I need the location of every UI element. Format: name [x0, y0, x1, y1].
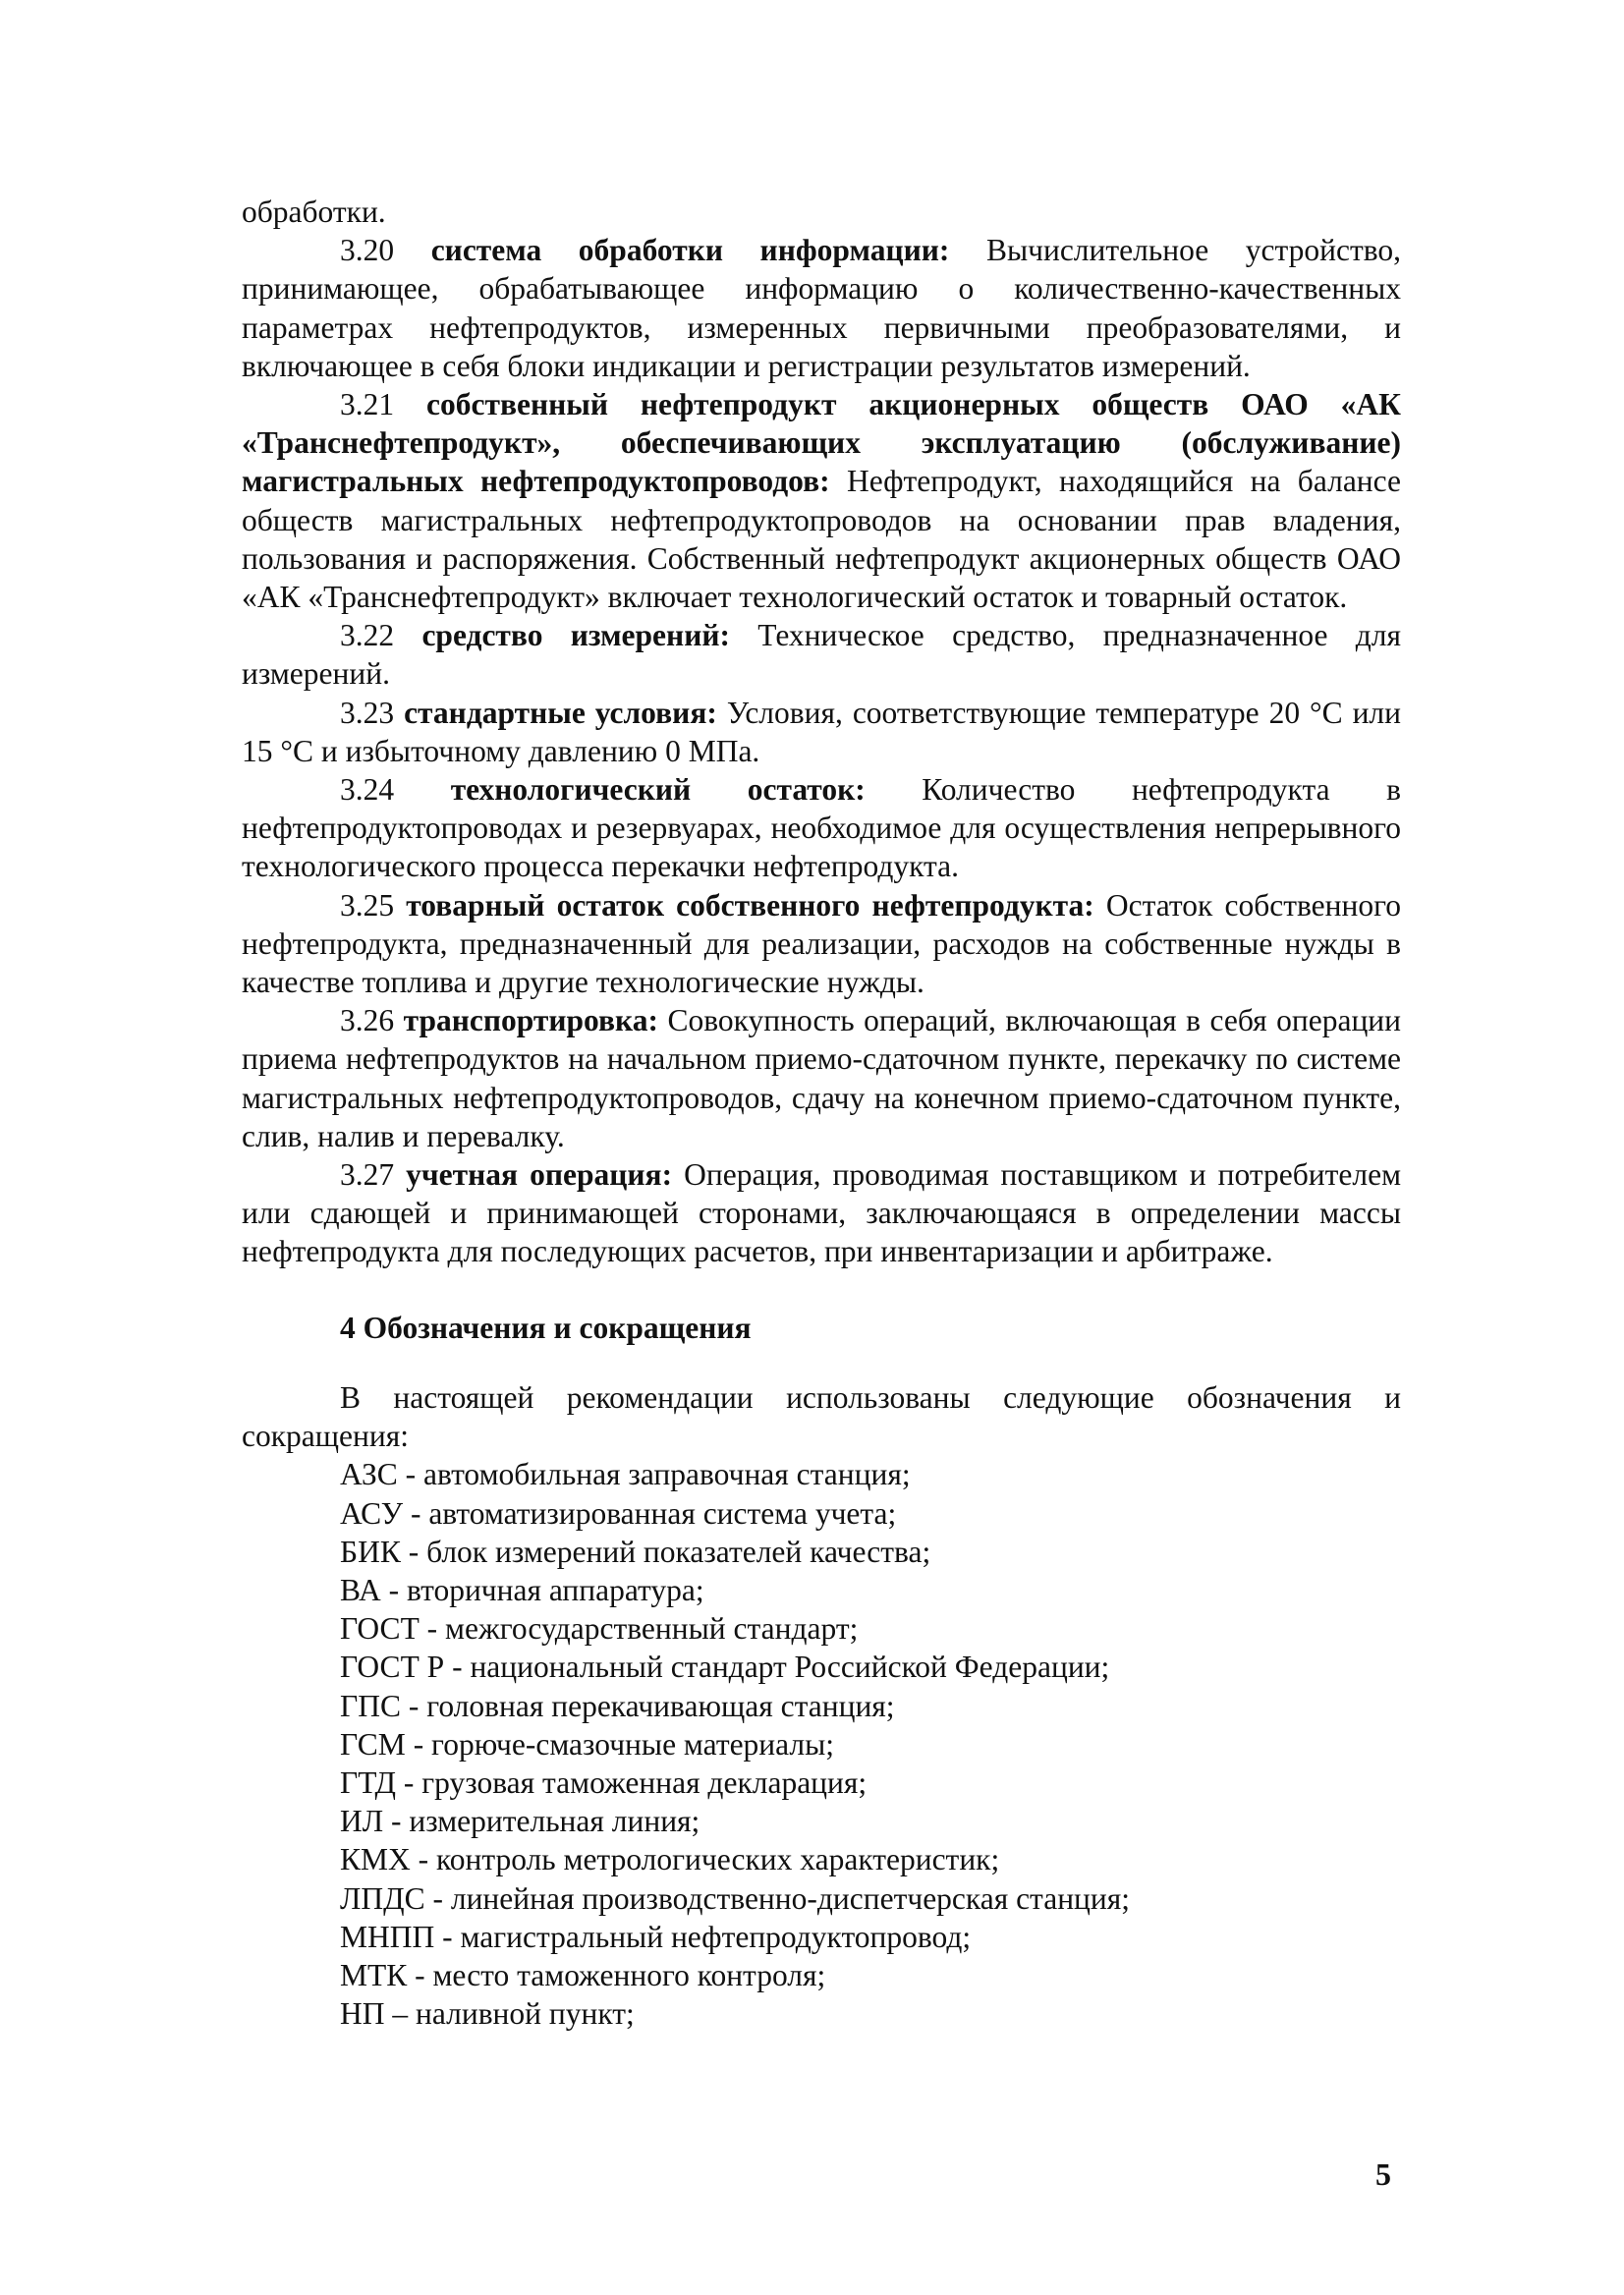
- abbreviation-item: НП – наливной пункт;: [340, 1996, 635, 2032]
- abbreviation-item: АСУ - автоматизированная система учета;: [340, 1495, 897, 1531]
- term-definition: Количество нефтепродукта в нефтепродуктопроводах и резервуарах, необходимое для осуществления непрерывного технологического процесса перекачки нефтепродукта.: [242, 772, 1402, 884]
- abbreviation-item: КМХ - контроль метрологических характеристик;: [340, 1842, 1000, 1877]
- term-title: стандартные условия:: [404, 695, 717, 730]
- term-number: 3.24: [340, 772, 395, 808]
- abbreviation-item: МТК - место таможенного контроля;: [340, 1957, 826, 1992]
- term-title: система обработки информации:: [430, 233, 950, 268]
- abbreviation-item: МНПП - магистральный нефтепродуктопровод;: [340, 1919, 972, 1954]
- term-title: учетная операция:: [406, 1157, 673, 1193]
- term-3-20: [242, 231, 1401, 385]
- lead-line: обработки.: [242, 195, 386, 229]
- abbreviation-item: БИК - блок измерений показателей качества;: [340, 1534, 931, 1569]
- term-number: 3.23: [340, 695, 395, 730]
- term-number: 3.27: [340, 1157, 395, 1193]
- abbreviation-item: ГОСТ Р - национальный стандарт Российской Федерации;: [340, 1650, 1110, 1685]
- section-intro: В настоящей рекомендации использованы следующие обозначения и сокращения:: [242, 1379, 1401, 1454]
- abbreviation-item: ВА - вторичная аппаратура;: [340, 1572, 704, 1607]
- abbreviation-item: ЛПДС - линейная производственно-диспетчерская станция;: [340, 1880, 1131, 1916]
- term-3-23: [242, 694, 1401, 770]
- abbreviation-item: ГСМ - горюче-смазочные материалы;: [340, 1726, 835, 1762]
- term-number: 3.22: [340, 618, 395, 653]
- term-number: 3.26: [340, 1003, 395, 1038]
- term-3-27: [242, 1155, 1401, 1271]
- abbreviation-item: ГОСТ - межгосударственный стандарт;: [340, 1611, 859, 1647]
- section-title: 4 Обозначения и сокращения: [340, 1310, 752, 1345]
- term-definition: Условия, соответствующие температуре 20 °С или 15 °С и избыточному давлению 0 МПа.: [242, 695, 1402, 768]
- abbreviation-item: ГТД - грузовая таможенная декларация;: [340, 1764, 868, 1800]
- spacer: [242, 1347, 1401, 1378]
- term-number: 3.21: [340, 387, 395, 422]
- term-3-24: [242, 770, 1401, 886]
- term-title: средство измерений:: [421, 618, 730, 653]
- term-definition: Вычислительное устройство, принимающее, обрабатывающее информацию о количественно-качественных параметрах нефтепродуктов, измеренных первичными преобразователями, и включающее в себя блоки индикации и регистрации результатов измерений.: [242, 233, 1402, 383]
- term-number: 3.20: [340, 233, 395, 268]
- term-definition: Операция, проводимая поставщиком и потребителем или сдающей и принимающей сторонами, заключающаяся в определении массы нефтепродукта для последующих расчетов, при инвентаризации и арбитраже.: [242, 1157, 1402, 1269]
- document-body: [242, 193, 1401, 2033]
- term-title: собственный нефтепродукт акционерных обществ ОАО «АК «Транснефтепродукт», обеспечивающих эксплуатацию (обслуживание) магистральных нефтепродуктопроводов:: [242, 387, 1401, 499]
- abbreviation-item: АЗС - автомобильная заправочная станция;: [340, 1457, 911, 1492]
- term-title: товарный остаток собственного нефтепродукта:: [406, 887, 1094, 923]
- term-3-21: [242, 385, 1401, 616]
- spacer: [242, 1271, 1401, 1309]
- term-number: 3.25: [340, 887, 395, 923]
- term-title: транспортировка:: [403, 1003, 658, 1038]
- term-title: технологический остаток:: [450, 772, 866, 808]
- term-3-22: [242, 616, 1401, 693]
- term-definition: Техническое средство, предназначенное для измерений.: [242, 618, 1401, 692]
- term-definition: Совокупность операций, включающая в себя операции приема нефтепродуктов на начальном приемо-сдаточном пункте, перекачку по системе магистральных нефтепродуктопроводов, сдачу на конечном приемо-сдаточном пункте, слив, налив и перевалку.: [242, 1003, 1402, 1153]
- term-definition: Остаток собственного нефтепродукта, предназначенный для реализации, расходов на собственные нужды в качестве топлива и другие технологические нужды.: [242, 887, 1401, 1000]
- abbreviation-item: ИЛ - измерительная линия;: [340, 1804, 700, 1839]
- term-3-25: [242, 886, 1401, 1002]
- term-3-26: [242, 1001, 1401, 1155]
- term-definition: Нефтепродукт, находящийся на балансе обществ магистральных нефтепродуктопроводов на основании прав владения, пользования и распоряжения. Собственный нефтепродукт акционерных обществ ОАО «АК «Транснефтепродукт» включает технологический остаток и товарный остаток.: [242, 464, 1401, 615]
- abbreviation-item: ГПС - головная перекачивающая станция;: [340, 1688, 895, 1723]
- page-number: 5: [1375, 2156, 1391, 2192]
